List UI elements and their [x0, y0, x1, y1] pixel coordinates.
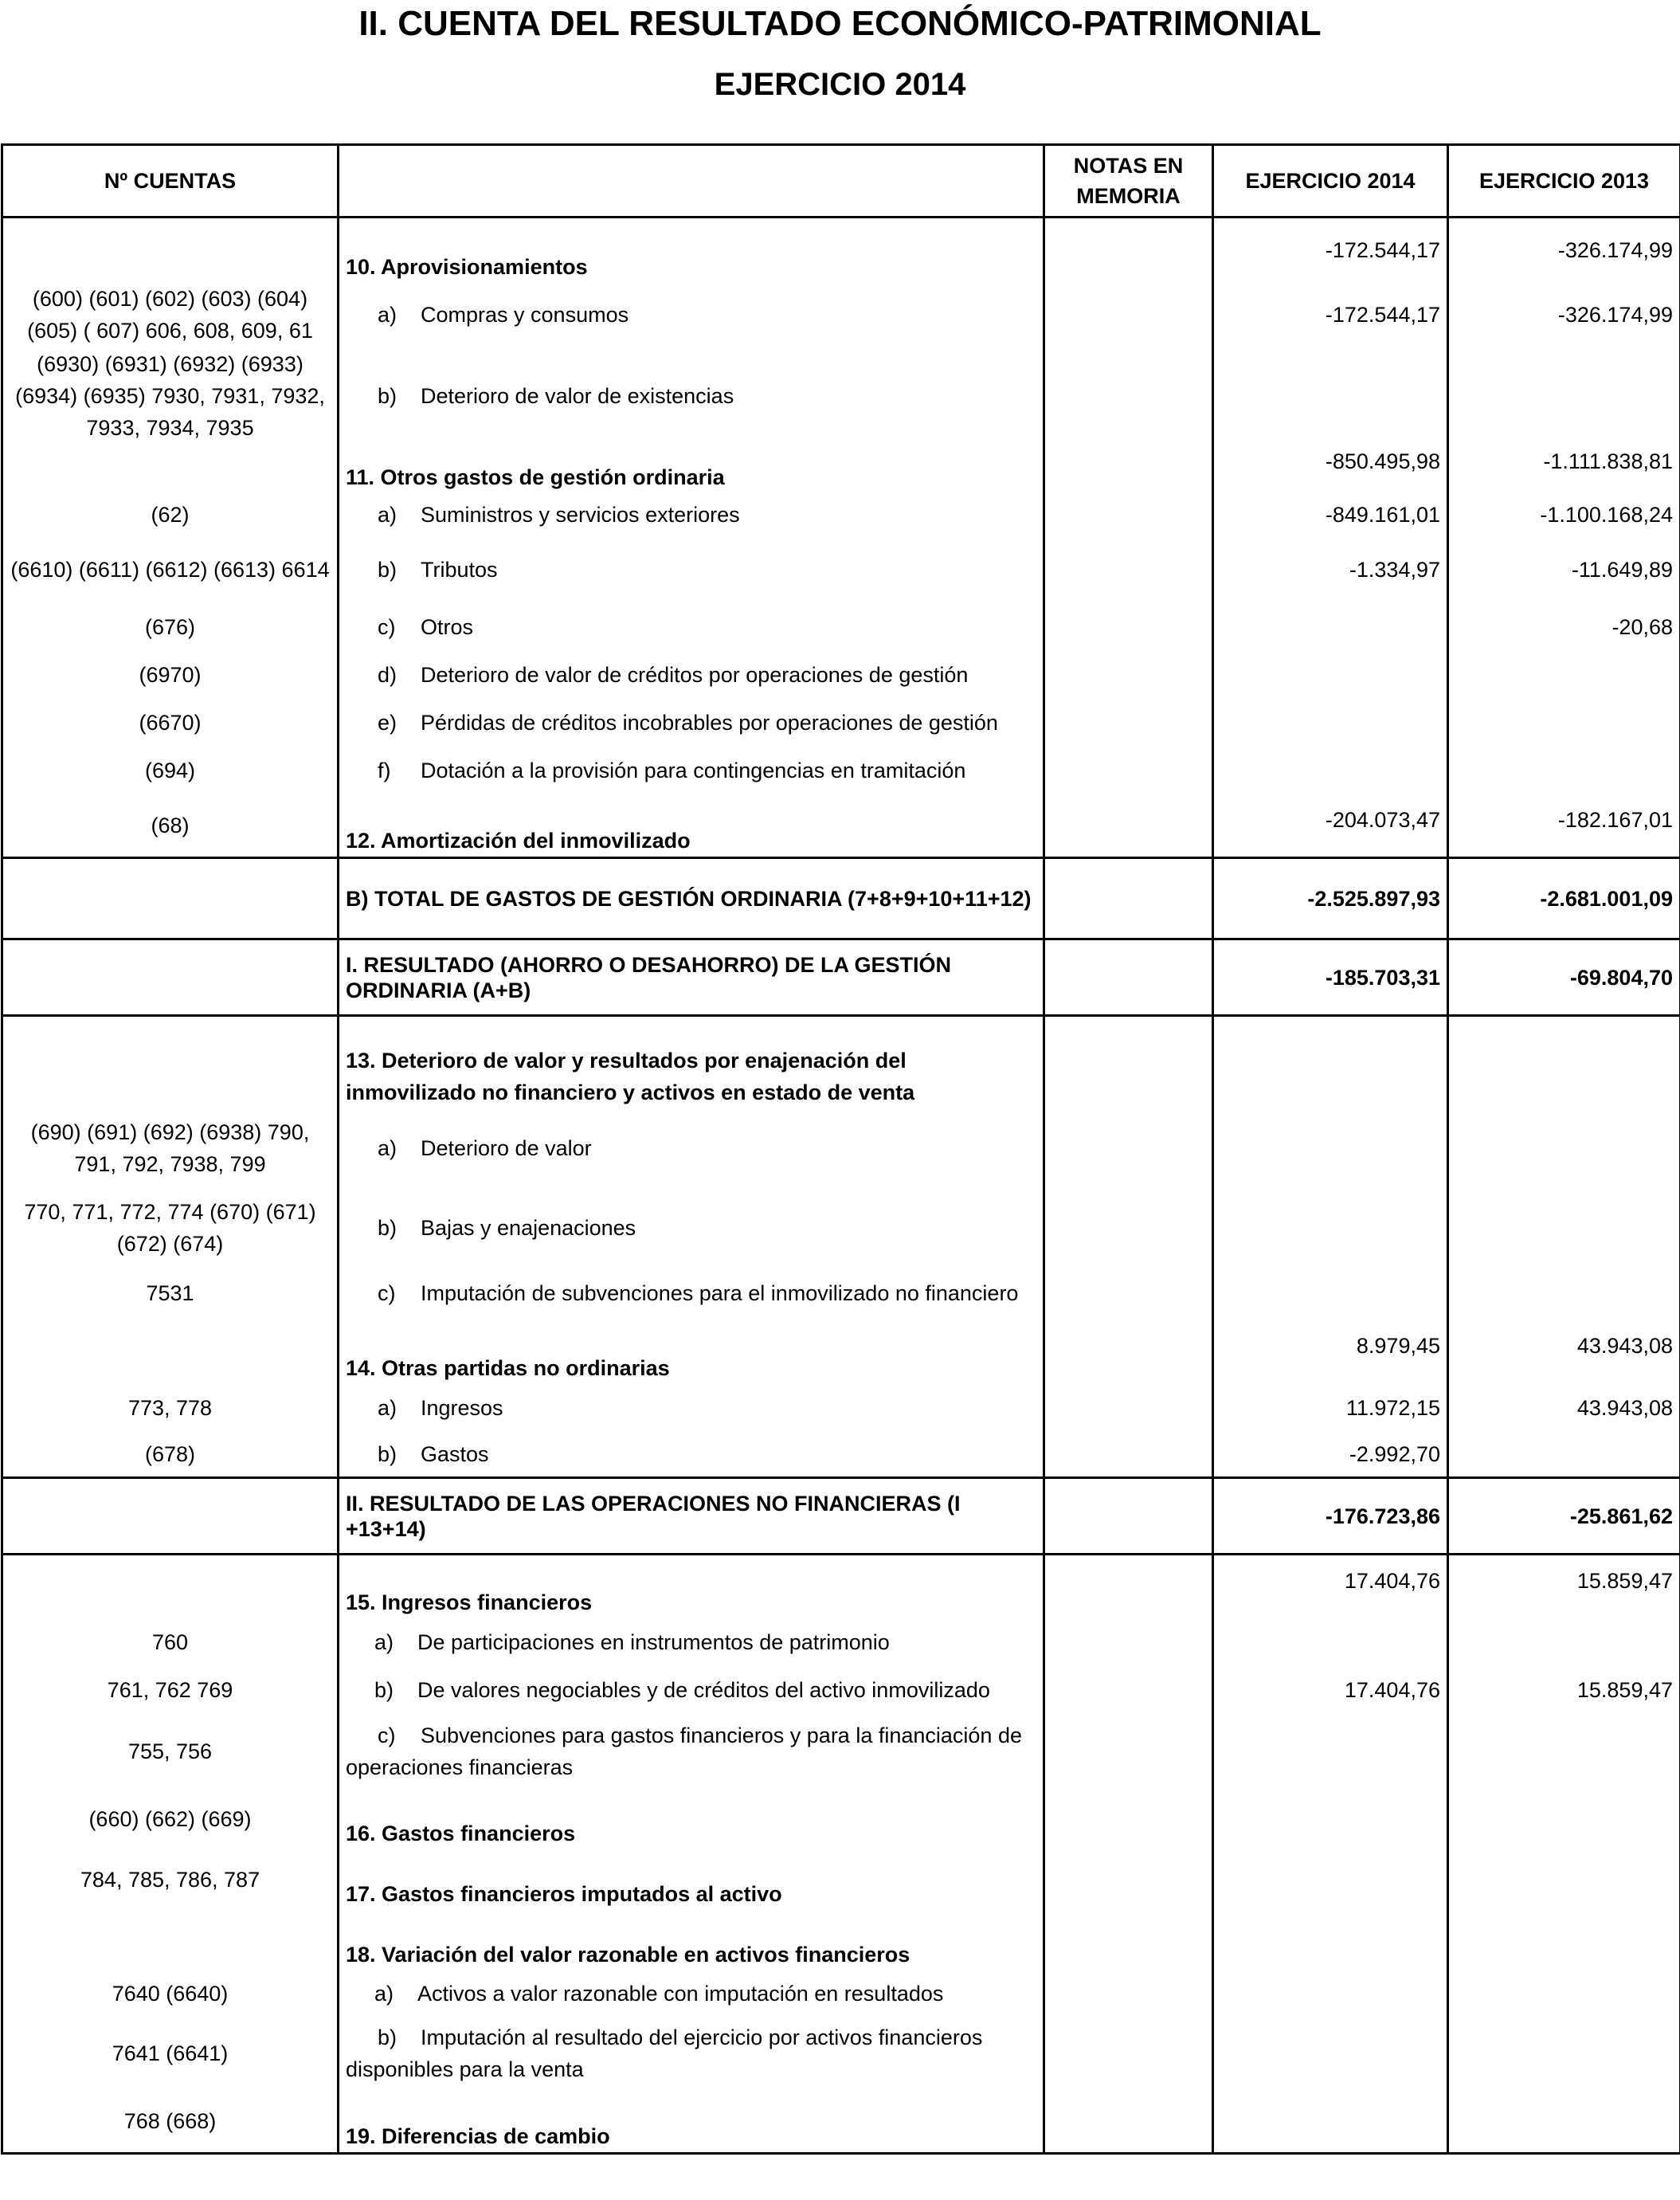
notas-cell [1044, 858, 1213, 939]
value-2013 [1448, 1432, 1680, 1478]
value-2013: -326.174,99 [1448, 283, 1680, 347]
concept-item [339, 699, 1044, 747]
total-label: B) TOTAL DE GASTOS DE GESTIÓN ORDINARIA (7+8+9+10+11+12) [339, 858, 1044, 939]
concept-item [339, 1618, 1044, 1666]
table-row [2, 2090, 1680, 2154]
notas-cell [1044, 1714, 1213, 1789]
notas-cell [1044, 1188, 1213, 1268]
notas-cell [1044, 603, 1213, 651]
item-label: Activos a valor razonable con imputación en resultados [417, 1981, 944, 2006]
header-ejercicio-2014: EJERCICIO 2014 [1213, 145, 1448, 218]
concept-item [339, 283, 1044, 347]
concept-item [339, 1971, 1044, 2017]
notas-cell [1044, 1789, 1213, 1849]
cuentas-cell: 755, 756 [2, 1714, 339, 1789]
item-letter: b) [378, 557, 397, 582]
item-label: Gastos [421, 1441, 489, 1466]
value-2013: -2.681.001,09 [1448, 858, 1680, 939]
notas-cell [1044, 1849, 1213, 1910]
value-2013 [1448, 1016, 1680, 1108]
table-row [2, 1618, 1680, 1666]
value-2014 [1213, 747, 1448, 794]
value-2013: -20,68 [1448, 603, 1680, 651]
cuentas-cell [2, 1319, 339, 1384]
item-letter: a) [378, 1395, 397, 1420]
value-2013 [1448, 2090, 1680, 2154]
table-row [2, 1384, 1680, 1432]
table-row [2, 536, 1680, 603]
header-cuentas: Nº CUENTAS [2, 145, 339, 218]
item-label: Imputación al resultado del ejercicio por activos financieros disponibles para la venta [346, 2025, 983, 2081]
notas-cell [1044, 218, 1213, 283]
value-2013 [1448, 1188, 1680, 1268]
notas-cell [1044, 2090, 1213, 2154]
concept-heading: 18. Variación del valor razonable en activos financieros [339, 1910, 1044, 1971]
table-row [2, 794, 1680, 858]
table-row [2, 1319, 1680, 1384]
notas-cell [1044, 1666, 1213, 1714]
value-2013: -182.167,01 [1448, 794, 1680, 858]
value-2013: 43.943,08 [1448, 1384, 1680, 1432]
value-2013 [1448, 1714, 1680, 1789]
value-2014: -176.723,86 [1213, 1478, 1448, 1555]
table-row [2, 1849, 1680, 1910]
value-2014 [1213, 1108, 1448, 1188]
value-2014 [1213, 2017, 1448, 2090]
cuentas-cell: 761, 762 769 [2, 1666, 339, 1714]
results-table [1, 143, 1680, 2155]
cuentas-cell: 773, 778 [2, 1384, 339, 1432]
item-letter: f) [378, 758, 391, 782]
value-2014 [1213, 1714, 1448, 1789]
notas-cell [1044, 493, 1213, 536]
notas-cell [1044, 651, 1213, 699]
value-2013 [1448, 651, 1680, 699]
value-2014: 11.972,15 [1213, 1384, 1448, 1432]
value-2013 [1448, 1268, 1680, 1319]
item-letter: b) [378, 383, 397, 408]
cuentas-cell: 784, 785, 786, 787 [2, 1849, 339, 1910]
notas-cell [1044, 699, 1213, 747]
item-letter: b) [378, 2025, 397, 2049]
concept-item [339, 1268, 1044, 1319]
table-row [2, 218, 1680, 283]
cuentas-cell [2, 939, 339, 1016]
concept-item [339, 1188, 1044, 1268]
cuentas-cell: (694) [2, 747, 339, 794]
value-2014 [1213, 699, 1448, 747]
table-row [2, 1268, 1680, 1319]
value-2013: 43.943,08 [1448, 1319, 1680, 1384]
value-2014: -1.334,97 [1213, 536, 1448, 603]
cuentas-cell: (676) [2, 603, 339, 651]
value-2014 [1213, 1849, 1448, 1910]
concept-heading: 12. Amortización del inmovilizado [339, 794, 1044, 858]
table-row [2, 1789, 1680, 1849]
value-2014: -172.544,17 [1213, 283, 1448, 347]
cuentas-cell [2, 445, 339, 493]
value-2014 [1213, 1618, 1448, 1666]
value-2014: -2.525.897,93 [1213, 858, 1448, 939]
cuentas-cell: (68) [2, 794, 339, 858]
item-letter: c) [378, 614, 396, 639]
notas-cell [1044, 1478, 1213, 1555]
value-2013: -11.649,89 [1448, 536, 1680, 603]
table-row [2, 445, 1680, 493]
item-label: Tributos [421, 557, 498, 582]
table-row [2, 2017, 1680, 2090]
table-row [2, 651, 1680, 699]
concept-item [339, 603, 1044, 651]
value-2013 [1448, 1789, 1680, 1849]
cuentas-cell: 7640 (6640) [2, 1971, 339, 2017]
table-header-row [2, 145, 1680, 218]
cuentas-cell: (6970) [2, 651, 339, 699]
value-2014 [1213, 347, 1448, 445]
item-label: Suministros y servicios exteriores [421, 502, 740, 527]
value-2014 [1213, 603, 1448, 651]
item-letter: e) [378, 710, 397, 735]
notas-cell [1044, 1910, 1213, 1971]
concept-heading: 13. Deterioro de valor y resultados por enajenación del inmovilizado no financiero y activos en estado de venta [339, 1016, 1044, 1108]
value-2014: 8.979,45 [1213, 1319, 1448, 1384]
cuentas-cell [2, 1016, 339, 1108]
value-2013 [1448, 1971, 1680, 2017]
value-2014: -850.495,98 [1213, 445, 1448, 493]
notas-cell [1044, 536, 1213, 603]
notas-cell [1044, 1618, 1213, 1666]
cuentas-cell: 7531 [2, 1268, 339, 1319]
notas-cell [1044, 283, 1213, 347]
value-2013: 15.859,47 [1448, 1666, 1680, 1714]
cuentas-cell: (600) (601) (602) (603) (604) (605) ( 607) 606, 608, 609, 61 [2, 283, 339, 347]
value-2014: 17.404,76 [1213, 1555, 1448, 1618]
notas-cell [1044, 747, 1213, 794]
concept-heading: 17. Gastos financieros imputados al activo [339, 1849, 1044, 1910]
concept-heading: 10. Aprovisionamientos [339, 218, 1044, 283]
table-row [2, 493, 1680, 536]
value-2013: -1.100.168,24 [1448, 493, 1680, 536]
item-label: Deterioro de valor [421, 1135, 592, 1160]
cuentas-cell: 770, 771, 772, 774 (670) (671) (672) (674) [2, 1188, 339, 1268]
cuentas-cell: 760 [2, 1618, 339, 1666]
concept-item [339, 2017, 1044, 2090]
item-label: Ingresos [421, 1395, 503, 1420]
table-row [2, 1108, 1680, 1188]
table-row [2, 347, 1680, 445]
value-2013: -25.861,62 [1448, 1478, 1680, 1555]
table-row [2, 283, 1680, 347]
value-2014: 17.404,76 [1213, 1666, 1448, 1714]
notas-cell [1044, 1268, 1213, 1319]
value-2013: -69.804,70 [1448, 939, 1680, 1016]
value-2013 [1448, 1849, 1680, 1910]
notas-cell [1044, 1432, 1213, 1478]
concept-heading: 19. Diferencias de cambio [339, 2090, 1044, 2154]
table-row [2, 603, 1680, 651]
value-2014 [1213, 1188, 1448, 1268]
value-2014 [1213, 1789, 1448, 1849]
cuentas-cell [2, 1910, 339, 1971]
notas-cell [1044, 2017, 1213, 2090]
concept-item [339, 1714, 1044, 1789]
report-subtitle: EJERCICIO 2014 [714, 67, 966, 102]
table-row [2, 1666, 1680, 1714]
item-label: De valores negociables y de créditos del activo inmovilizado [417, 1677, 990, 1702]
concept-heading: 15. Ingresos financieros [339, 1555, 1044, 1618]
item-letter: c) [378, 1280, 396, 1305]
cuentas-cell: (678) [2, 1432, 339, 1478]
concept-item [339, 747, 1044, 794]
item-label: Deterioro de valor de créditos por operaciones de gestión [421, 662, 969, 687]
cuentas-cell: 768 (668) [2, 2090, 339, 2154]
concept-item [339, 493, 1044, 536]
notas-cell [1044, 1384, 1213, 1432]
value-2013 [1448, 1108, 1680, 1188]
item-label: De participaciones en instrumentos de patrimonio [417, 1629, 890, 1654]
item-label: Compras y consumos [421, 302, 629, 327]
item-letter: a) [378, 302, 397, 327]
notas-cell [1044, 939, 1213, 1016]
value-2014: -849.161,01 [1213, 493, 1448, 536]
concept-heading: 14. Otras partidas no ordinarias [339, 1319, 1044, 1384]
value-2014 [1213, 1016, 1448, 1108]
table-row [2, 1432, 1680, 1478]
table-row [2, 1971, 1680, 2017]
notas-cell [1044, 1555, 1213, 1618]
cuentas-cell [2, 1555, 339, 1618]
table-row [2, 1555, 1680, 1618]
header-ejercicio-2013: EJERCICIO 2013 [1448, 145, 1680, 218]
table-row [2, 1016, 1680, 1108]
item-letter: b) [378, 1441, 397, 1466]
table-row [2, 747, 1680, 794]
report-title: II. CUENTA DEL RESULTADO ECONÓMICO-PATRIMONIAL [358, 4, 1322, 43]
cuentas-cell: 7641 (6641) [2, 2017, 339, 2090]
value-2014: -204.073,47 [1213, 794, 1448, 858]
table-row [2, 699, 1680, 747]
concept-item [339, 347, 1044, 445]
item-label: Bajas y enajenaciones [421, 1215, 636, 1240]
concept-item [339, 651, 1044, 699]
table-row [2, 1188, 1680, 1268]
value-2013: -1.111.838,81 [1448, 445, 1680, 493]
cuentas-cell: (6930) (6931) (6932) (6933) (6934) (6935) 7930, 7931, 7932, 7933, 7934, 7935 [2, 347, 339, 445]
notas-cell [1044, 1108, 1213, 1188]
table-row [2, 1910, 1680, 1971]
concept-item [339, 1108, 1044, 1188]
item-letter: a) [374, 1981, 394, 2006]
item-label: Deterioro de valor de existencias [421, 383, 734, 408]
cuentas-cell [2, 1478, 339, 1555]
value-2013 [1448, 1910, 1680, 1971]
item-label: Pérdidas de créditos incobrables por operaciones de gestión [421, 710, 998, 735]
item-letter: a) [378, 1135, 397, 1160]
item-letter: b) [378, 1215, 397, 1240]
concept-item [339, 1432, 1044, 1478]
notas-cell [1044, 445, 1213, 493]
total-label: II. RESULTADO DE LAS OPERACIONES NO FINANCIERAS (I +13+14) [339, 1478, 1044, 1555]
header-notas: NOTAS EN MEMORIA [1044, 145, 1213, 218]
value-2013 [1448, 747, 1680, 794]
item-letter: d) [378, 662, 397, 687]
header-concepto [339, 145, 1044, 218]
item-letter: a) [374, 1629, 394, 1654]
cuentas-cell [2, 858, 339, 939]
item-letter: c) [378, 1723, 396, 1747]
item-label: Otros [421, 614, 474, 639]
concept-heading: 11. Otros gastos de gestión ordinaria [339, 445, 1044, 493]
value-2013 [1448, 1618, 1680, 1666]
value-2013: 15.859,47 [1448, 1555, 1680, 1618]
value-2014 [1213, 1910, 1448, 1971]
value-2014: -2.992,70 [1213, 1432, 1448, 1478]
cuentas-cell: (62) [2, 493, 339, 536]
value-2014 [1213, 2090, 1448, 2154]
notas-cell [1044, 347, 1213, 445]
cuentas-cell: (6670) [2, 699, 339, 747]
value-2013 [1448, 347, 1680, 445]
cuentas-cell: (6610) (6611) (6612) (6613) 6614 [2, 536, 339, 603]
cuentas-cell [2, 218, 339, 283]
total-row [2, 939, 1680, 1016]
notas-cell [1044, 1319, 1213, 1384]
item-label: Dotación a la provisión para contingencias en tramitación [421, 758, 966, 782]
cuentas-cell: (660) (662) (669) [2, 1789, 339, 1849]
item-label: Subvenciones para gastos financieros y para la financiación de operaciones financieras [346, 1723, 1022, 1779]
value-2013 [1448, 699, 1680, 747]
item-label: Imputación de subvenciones para el inmovilizado no financiero [421, 1280, 1019, 1305]
value-2014 [1213, 651, 1448, 699]
item-letter: a) [378, 502, 397, 527]
table-row [2, 1714, 1680, 1789]
value-2014: -185.703,31 [1213, 939, 1448, 1016]
concept-item [339, 1666, 1044, 1714]
concept-item [339, 1384, 1044, 1432]
total-row [2, 858, 1680, 939]
value-2014 [1213, 1971, 1448, 2017]
value-2014 [1213, 1268, 1448, 1319]
concept-item [339, 536, 1044, 603]
notas-cell [1044, 1016, 1213, 1108]
value-2013: -326.174,99 [1448, 218, 1680, 283]
concept-heading: 16. Gastos financieros [339, 1789, 1044, 1849]
notas-cell [1044, 1971, 1213, 2017]
item-letter: b) [374, 1677, 394, 1702]
value-2014: -172.544,17 [1213, 218, 1448, 283]
cuentas-cell: (690) (691) (692) (6938) 790, 791, 792, 7938, 799 [2, 1108, 339, 1188]
notas-cell [1044, 794, 1213, 858]
total-label: I. RESULTADO (AHORRO O DESAHORRO) DE LA GESTIÓN ORDINARIA (A+B) [339, 939, 1044, 1016]
value-2013 [1448, 2017, 1680, 2090]
total-row [2, 1478, 1680, 1555]
